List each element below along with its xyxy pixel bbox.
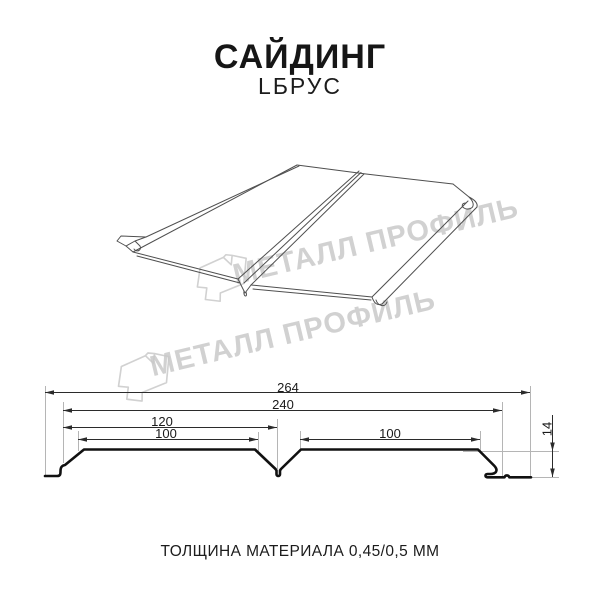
dimension-arrowheads [45,390,555,477]
profile-3d-sketch [117,165,477,306]
page-subtitle: LБРУС [258,73,342,99]
dim-label-profile-height: 14 [539,421,555,437]
watermark-text-lower: МЕТАЛЛ ПРОФИЛЬ [146,283,439,384]
dim-label-panel-left: 100 [155,426,177,441]
dim-label-panel-right: 100 [379,426,401,441]
cross-section-extension-lines [46,386,560,478]
page-title: САЙДИНГ [213,38,387,76]
watermark-text-upper: МЕТАЛЛ ПРОФИЛЬ [229,191,522,292]
material-thickness-label: ТОЛЩИНА МАТЕРИАЛА 0,45/0,5 ММ [160,543,440,560]
dim-label-half-width: 120 [151,414,173,429]
cross-section-dimension-lines [45,393,553,478]
dim-label-overall-width: 264 [277,380,299,395]
profile-cross-section-outline [45,450,531,478]
dim-label-cover-width: 240 [272,397,294,412]
